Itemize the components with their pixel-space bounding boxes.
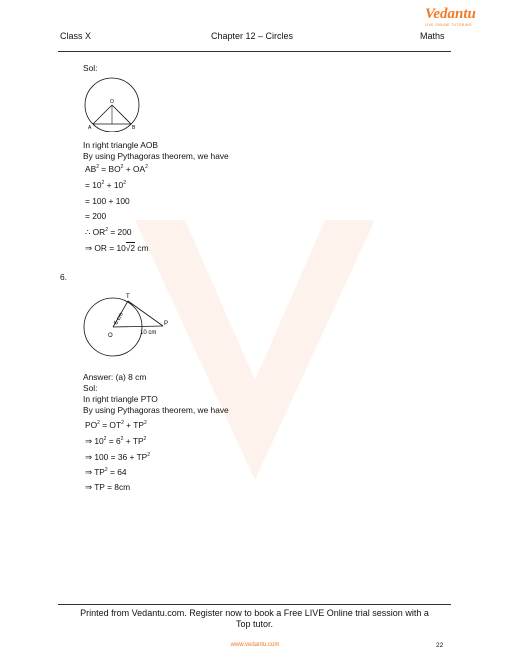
q5-label-o: O [110,99,114,105]
vedantu-logo[interactable] [425,6,485,30]
q6-line1: In right triangle PTO [83,394,158,404]
q6-eq-3: ⇒ $100 = 36 + TP^2$ [85,452,151,462]
q5-eq-1: $AB^2 = BO^2 + OA^2$ [85,164,148,174]
q6-eq-5: ⇒ TP = 8cm [85,482,131,492]
q5-eq-4: = 200 [85,211,107,221]
footer-divider [58,604,451,605]
q5-line2: By using Pythagoras theorem, we have [83,151,229,161]
header-subject: Maths [420,31,445,41]
page-number: 22 [436,642,444,649]
q5-figure [80,76,146,132]
q6-number: 6. [60,272,67,282]
q5-eq-6: ⇒ OR = 10√2 cm [85,243,149,253]
logo-text: Vedantu [425,6,476,22]
q6-label-t: T [126,294,130,300]
q6-label-distance: 10 cm [140,330,157,336]
q6-eq-1: $PO^2 = OT^2 + TP^2$ [85,420,147,430]
q5-label-a: A [88,125,92,131]
q5-eq-3: = 100 + 100 [85,196,130,206]
header-class: Class X [60,31,92,41]
q5-eq-2: = $10^2 + 10^2$ [85,180,126,190]
logo-tagline: LIVE ONLINE TUTORING [425,23,472,27]
q6-sol-label: Sol: [83,383,98,393]
q6-figure [80,292,175,362]
q6-eq-4: ⇒ $TP^2 = 64$ [85,467,127,477]
q6-label-o: O [108,333,113,339]
q6-label-radius: 6 cm [113,311,125,327]
q5-line1: In right triangle AOB [83,140,158,150]
footer-promo-line2: Top tutor. [235,619,274,629]
q6-label-p: P [164,321,169,327]
footer-url-link[interactable]: www.vedantu.com [230,642,280,648]
q5-sol-label: Sol: [83,63,98,73]
q5-eq-5: ∴ $OR^2 = 200$ [85,227,132,237]
header-chapter: Chapter 12 – Circles [211,31,294,41]
q6-line2: By using Pythagoras theorem, we have [83,405,229,415]
q6-eq-2: ⇒ $10^2 = 6^2 + TP^2$ [85,436,147,446]
q5-label-b: B [132,125,136,131]
footer-promo-line1: Printed from Vedantu.com. Register now to book a Free LIVE Online trial session with a [80,608,429,618]
header-divider [58,51,451,52]
q6-answer: Answer: (a) 8 cm [83,372,147,382]
